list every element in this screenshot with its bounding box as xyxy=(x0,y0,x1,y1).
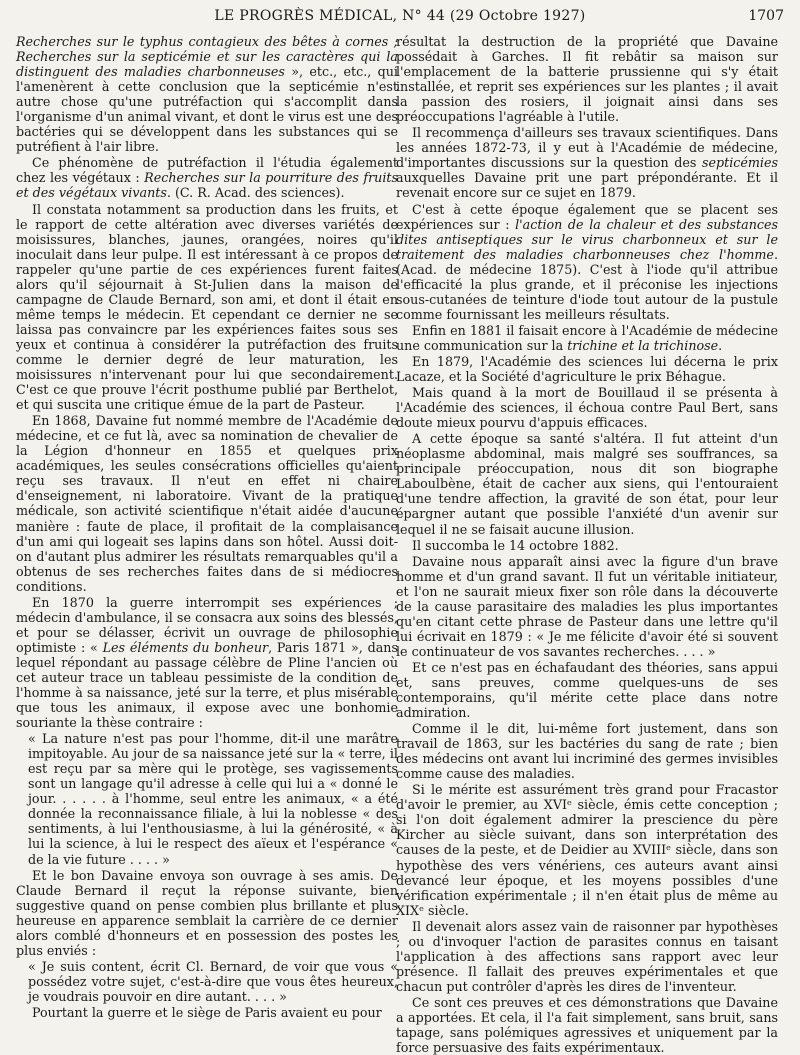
italic-text: Les éléments du bonheur xyxy=(102,639,269,655)
text-run: Davaine nous apparaît ainsi avec la figure d'un brave homme et d'un grand savant. Il fut un véritable initiateur, et l'on ne saurait mieux fixer son rôle dans la découverte de la cause parasitaire des maladies les plus importantes qu'en citant cette phrase de Pasteur dans une lettre qu'il lui écrivait en 1879 : « Je me félicite d'avoir été si souvent le continuateur de vos savantes recherches. . . . » xyxy=(396,553,778,659)
text-run: C'est à cette époque également que se placent ses expériences sur : xyxy=(396,201,778,232)
text-run: . xyxy=(718,337,723,353)
text-run: « Je suis content, écrit Cl. Bernard, de voir que vous « possédez votre sujet, c'est-à-dire que vous êtes heureux, je voudrais pouvoir en dire autant. . . . » xyxy=(28,958,398,1004)
text-run: Il devenait alors assez vain de raisonner par hypothèses ; ou d'invoquer l'action de parasites connus en taisant l'application à des affections sans rapport avec leur présence. Il fallait des preuves expérimentales et que chacun put contrôler d'après les dires de l'inventeur. xyxy=(396,918,778,994)
text-run: « La nature n'est pas pour l'homme, dit-il une marâtre impitoyable. Au jour de sa naissance jeté sur la « terre, il est reçu par sa mère qui le protège, ses vagissements sont un langage qu'il adresse à celle qui lui a « donné le jour. . . . . . à l'homme, seul entre les animaux, « a été donnée la reconnaissance filiale, à lui la noblesse « des sentiments, à lui l'enthousiasme, à lui la générosité, « à lui la science, à lui le respect des aïeux et l'espérance « de la vie future . . . . » xyxy=(28,731,398,867)
text-run: Ce phénomène de putréfaction il l'étudia également chez les végétaux : xyxy=(16,155,398,186)
paragraph xyxy=(16,413,398,594)
paragraph xyxy=(396,919,778,994)
quoted-paragraph xyxy=(28,731,398,866)
text-run: Et ce n'est pas en échafaudant des théories, sans appui et, sans preuves, comme quelques-uns de ses contemporains, qu'il mérite cette place dans notre admiration. xyxy=(396,659,778,721)
right-column xyxy=(396,34,778,1055)
paragraph xyxy=(396,538,778,553)
text-run: auxquelles Davaine prit une part prépondérante. Et il revenait encore sur ce sujet en 1879. xyxy=(396,170,778,201)
text-run: , Paris 1871 », dans lequel répondant au passage célèbre de Pline l'ancien où cet auteur trace un tableau pessimiste de la condition de l'homme à sa naissance, jeté sur la terre, et plus misérable que tous les animaux, il expose avec une bonhomie souriante la thèse contraire : xyxy=(16,639,398,731)
text-run: A cette époque sa santé s'altéra. Il fut atteint d'un néoplasme abdominal, mais malgré ses souffrances, sa principale préoccupation, nous dit son biographe Laboulbène, était de cacher aux siens, qui l'entouraient d'une tendre affection, la gravité de son état, pour leur épargner autant que possible l'anxiété d'un avenir sur lequel il ne se faisait aucune illusion. xyxy=(396,431,778,537)
text-run: résultat la destruction de la propriété que Davaine possédait à Garches. Il fit rebâtir sa maison sur l'emplacement de la batterie prussienne qui s'y était installée, et reprit ses expériences sur les plantes ; il avait la passion des rosiers, il joignait ainsi dans ses préoccupations l'agréable à l'utile. xyxy=(396,34,778,125)
text-run: Et le bon Davaine envoya son ouvrage à ses amis. De Claude Bernard il reçut la réponse suivante, bien suggestive quand on pense combien plus brillante et plus heureuse en apparence semblait la carrière de ce dernier alors comblé d'honneurs et en possession des postes les plus enviés : xyxy=(16,867,398,958)
paragraph xyxy=(16,868,398,958)
text-run: . (C. R. Acad. des sciences). xyxy=(166,185,345,201)
text-run: Il succomba le 14 octobre 1882. xyxy=(412,537,619,553)
paragraph xyxy=(396,782,778,917)
left-column xyxy=(16,34,399,1020)
paragraph xyxy=(16,155,398,200)
text-run: En 1879, l'Académie des sciences lui décerna le prix Lacaze, et la Société d'agriculture le prix Béhague. xyxy=(396,353,778,385)
running-title: LE PROGRÈS MÉDICAL, N° 44 (29 Octobre 1927) xyxy=(214,8,586,24)
text-run: Il constata notamment sa production dans les fruits, et le rapport de cette altération avec diverses variétés de moisissures, blanches, jaunes, orangées, noires qu'il inoculait dans leur pulpe. Il est intéressant à ce propos de rappeler qu'une partie de ces expériences furent faites alors qu'il séjournait à St-Julien dans la maison de campagne de Claude Bernard, son ami, et dont il était en même temps le médecin. Et cependant ce dernier ne se laissa pas convaincre par les expériences faites sous ses yeux et continua à considérer la putréfaction des fruits comme le dernier degré de leur maturation, les moisissures n'intervenant pour lui que secondairement. C'est ce que prouve l'écrit posthume publié par Berthelot, et qui suscita une critique émue de la part de Pasteur. xyxy=(16,201,398,413)
paragraph xyxy=(396,995,778,1055)
paragraph xyxy=(396,323,778,353)
page-header xyxy=(16,6,784,28)
page-number: 1707 xyxy=(748,8,784,24)
text-run: », etc., etc., qui l'amenèrent à cette conclusion que la septicémie n'est autre chose qu'une putréfaction qui s'accomplit dans l'organisme d'un animal vivant, et dont le virus est une des bactéries qui se développent dans les substances qui se putréfient à l'air libre. xyxy=(16,64,398,155)
italic-text: l'action de la chaleur et des substances dites antiseptiques sur le virus charbonneux et sur le traitement des maladies charbonneuses chez l'homme xyxy=(396,216,778,262)
text-run: Pourtant la guerre et le siège de Paris avaient eu pour xyxy=(32,1005,382,1020)
italic-text: Recherches sur la pourriture des fruits et des végétaux vivants xyxy=(16,170,399,201)
text-run: Comme il le dit, lui-même fort justement, dans son travail de 1863, sur les bactéries du sang de rate ; bien des médecins ont avant lui incriminé des germes invisibles comme cause des maladies. xyxy=(396,721,778,782)
text-run: Ce sont ces preuves et ces démonstrations que Davaine a apportées. Et cela, il l'a fait simplement, sans bruit, sans tapage, sans polémiques agressives et uniquement par la force persuasive des faits expérimentaux. xyxy=(396,994,778,1055)
paragraph xyxy=(396,431,778,536)
text-run: En 1870 la guerre interrompit ses expériences ; médecin d'ambulance, il se consacra aux soins des blessés, et pour se délasser, écrivit un ouvrage de philosophie optimiste : « xyxy=(16,594,398,655)
italic-text: septicémies xyxy=(701,155,778,171)
paragraph xyxy=(396,660,778,720)
paragraph xyxy=(396,34,778,124)
paragraph xyxy=(16,34,398,154)
text-run: Si le mérite est assurément très grand pour Fracastor d'avoir le premier, au XVIᵉ siècle, émis cette conception ; si l'on doit également admirer la prescience du père Kircher au siècle suivant, dans son interprétation des causes de la peste, et de Deidier au XVIIIᵉ siècle, dans son hypothèse des vers vénériens, ces auteurs avant ainsi devancé leur époque, et les moyens possibles d'une vérification expérimentale ; il n'en était plus de même au XIXᵉ siècle. xyxy=(396,782,778,918)
paragraph xyxy=(16,1005,398,1020)
text-run: Enfin en 1881 il faisait encore à l'Académie de médecine une communication sur la xyxy=(396,322,778,353)
paragraph xyxy=(396,202,778,322)
text-run: Mais quand à la mort de Bouillaud il se présenta à l'Académie des sciences, il échoua contre Paul Bert, sans doute mieux pourvu d'appuis efficaces. xyxy=(396,385,778,431)
quoted-paragraph xyxy=(28,959,398,1004)
paragraph xyxy=(16,595,398,730)
italic-text: Recherches sur le typhus contagieux des bêtes à cornes ; Recherches sur la septicémie et sur les caractères qui la distinguent des maladies charbonneuses xyxy=(16,34,398,80)
paragraph xyxy=(396,354,778,384)
paragraph xyxy=(396,554,778,659)
paragraph xyxy=(396,385,778,430)
italic-text: trichine et la trichinose xyxy=(567,337,719,353)
text-run: . (Acad. de médecine 1875). C'est à l'iode qu'il attribue l'efficacité la plus grande, et il préconise les injections sous-cutanées de teinture d'iode tout autour de la pustule comme fournissant les meilleurs résultats. xyxy=(396,246,778,322)
paragraph xyxy=(396,721,778,781)
paragraph xyxy=(396,125,778,200)
paragraph xyxy=(16,202,398,413)
text-run: En 1868, Davaine fut nommé membre de l'Académie de médecine, et ce fut là, avec sa nomination de chevalier de la Légion d'honneur en 1855 et quelques prix académiques, les seules consécrations officielles qu'aient reçu ses travaux. Il n'eut en effet ni chaire d'enseignement, ni laboratoire. Vivant de la pratique médicale, son activité scientifique n'était aidée d'aucune manière : faute de place, il profitait de la complaisance d'un ami qui logeait ses lapins dans son hôtel. Aussi doit-on d'autant plus admirer les résultats remarquables qu'il a obtenus de ses recherches faites dans de si médiocres conditions. xyxy=(16,413,398,594)
text-run: Il recommença d'ailleurs ses travaux scientifiques. Dans les années 1872-73, il y eut à l'Académie de médecine, d'importantes discussions sur la question des xyxy=(396,125,778,171)
